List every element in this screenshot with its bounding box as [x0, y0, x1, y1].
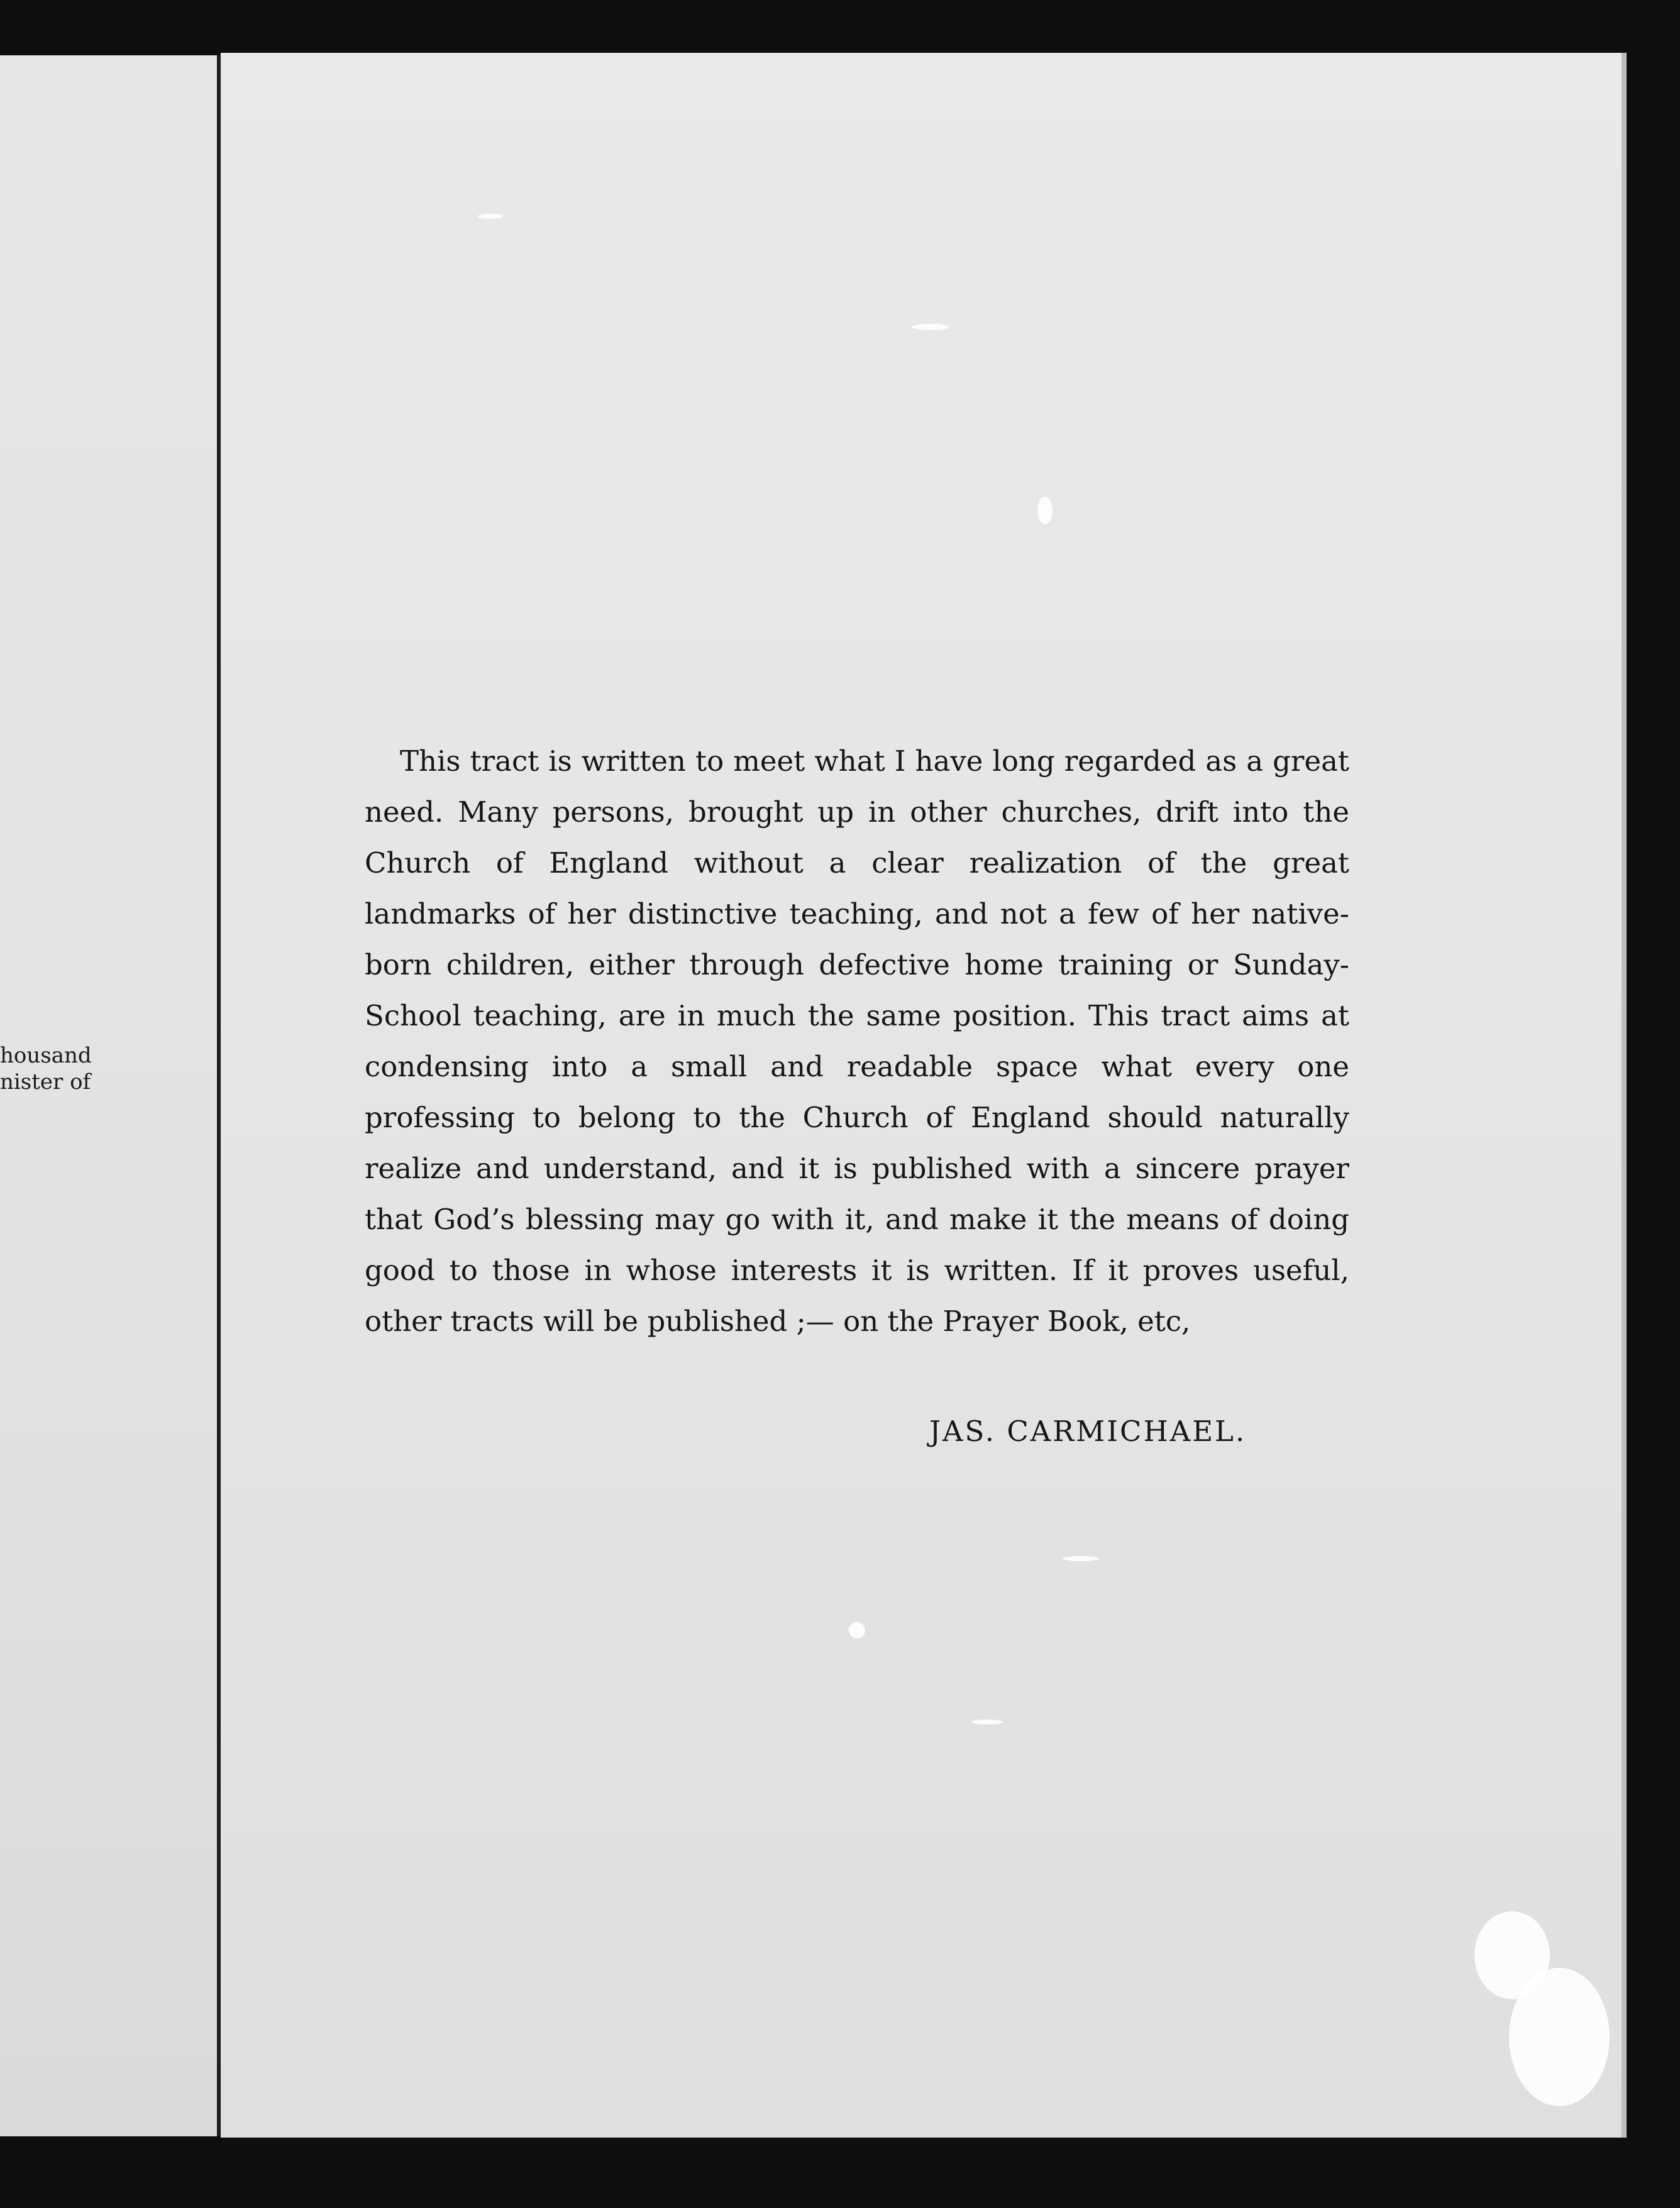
page-right-edge	[1622, 53, 1627, 2138]
scan-speck	[1037, 497, 1053, 524]
scan-speck	[1509, 1968, 1610, 2106]
previous-page-strip	[0, 55, 217, 2136]
scan-speck	[912, 324, 949, 330]
left-page-fragment-line-2: nister of	[0, 1069, 91, 1095]
scan-speck	[971, 1719, 1003, 1725]
scan-speck	[478, 214, 503, 219]
author-signature: JAS. CARMICHAEL.	[929, 1415, 1247, 1448]
left-page-fragment-line-1: housand	[0, 1043, 92, 1068]
scan-speck	[849, 1622, 865, 1638]
preface-paragraph-text: This tract is written to meet what I have long regarded as a great need. Many persons, brought up in other churches, drift into the Church of England without a clear realization of the great landmarks of her distinctive teaching, and not a few of her native-born children, either through defective home training or Sunday-School teaching, are in much the same position. This tract aims at condensing into a small and readable space what every one professing to belong to the Church of England should naturally realize and understand, and it is published with a sincere prayer that God’s blessing may go with it, and make it the means of doing good to those in whose interests it is written. If it proves useful, other tracts will be published ;— on the Prayer Book, etc,	[365, 744, 1349, 1338]
preface-paragraph	[365, 736, 1349, 1347]
scan-speck	[1063, 1556, 1099, 1561]
